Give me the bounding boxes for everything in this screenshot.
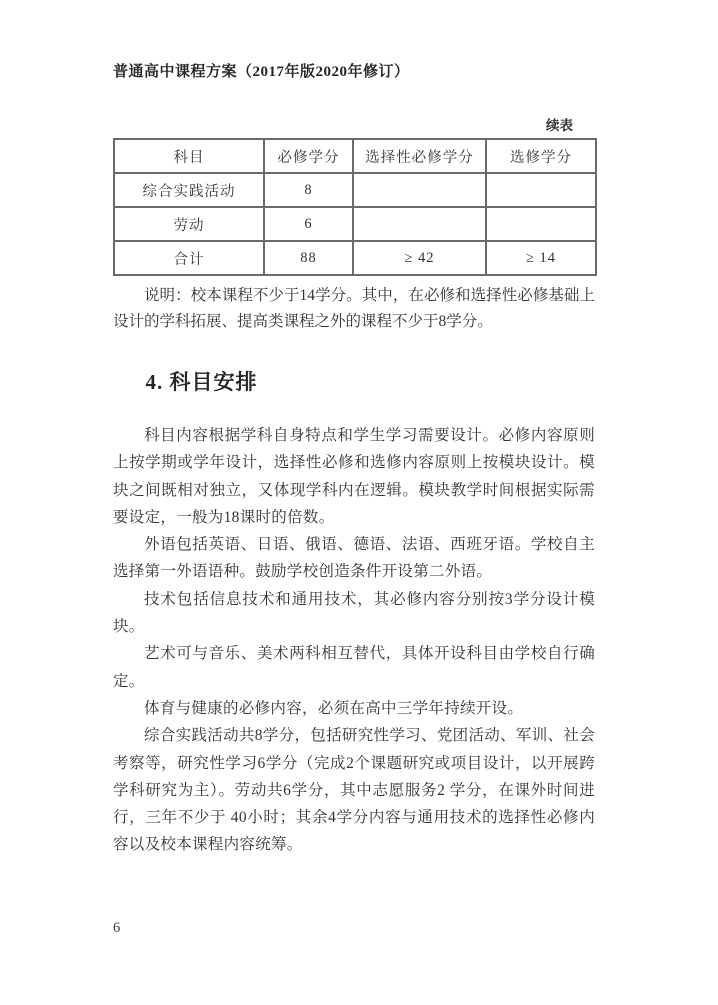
table-cell [486, 173, 596, 207]
table-cell: 8 [264, 173, 353, 207]
page-number: 6 [113, 920, 121, 936]
table-header-elective-credits: 选修学分 [486, 139, 596, 173]
table-row [114, 173, 596, 207]
table-header-required-credits: 必修学分 [264, 139, 353, 173]
table-header-row [114, 139, 596, 173]
section-heading: 4. 科目安排 [145, 370, 258, 394]
table-cell [353, 207, 486, 241]
body-paragraph: 技术包括信息技术和通用技术，其必修内容分别按3学分设计模块。 [113, 590, 595, 636]
table-cell: 88 [264, 241, 353, 275]
body-paragraph: 综合实践活动共8学分，包括研究性学习、党团活动、军训、社会考察等，研究性学习6学分（完成2个课题研究或项目设计，以开展跨学科研究为主）。劳动共6学分，其中志愿服务2 学分，在课外时间进行，三年不少于 40小时；其余4学分内容与通用技术的选择性必修内容以及校本课程内容统筹。 [113, 727, 595, 854]
table-continued-label: 续表 [546, 118, 573, 133]
table-header-elective-required-credits: 选择性必修学分 [353, 139, 486, 173]
table-row-total [114, 241, 596, 275]
credits-table [113, 138, 597, 276]
table-cell [486, 207, 596, 241]
section-body [113, 422, 595, 859]
body-paragraph: 艺术可与音乐、美术两科相互替代，具体开设科目由学校自行确定。 [113, 645, 595, 690]
table-header-subject: 科目 [114, 139, 264, 173]
table-row [114, 207, 596, 241]
table-cell: 合计 [114, 241, 264, 275]
table-cell: 综合实践活动 [114, 173, 264, 207]
table-note: 说明：校本课程不少于14学分。其中，在必修和选择性必修基础上设计的学科拓展、提高类课程之外的课程不少于8学分。 [113, 287, 595, 330]
table-cell [353, 173, 486, 207]
running-header: 普通高中课程方案（2017年版2020年修订） [113, 64, 410, 80]
table-cell: 劳动 [114, 207, 264, 241]
body-paragraph: 体育与健康的必修内容，必须在高中三学年持续开设。 [144, 699, 524, 717]
table-cell: ≥ 14 [486, 241, 596, 275]
body-paragraph: 科目内容根据学科自身特点和学生学习需要设计。必修内容原则上按学期或学年设计，选择性必修和选修内容原则上按模块设计。模块之间既相对独立，又体现学科内在逻辑。模块教学时间根据实际需要设定，一般为18课时的倍数。 [113, 427, 595, 526]
body-paragraph: 外语包括英语、日语、俄语、德语、法语、西班牙语。学校自主选择第一外语语种。鼓励学校创造条件开设第二外语。 [113, 536, 595, 581]
page-content [113, 0, 595, 859]
table-cell: 6 [264, 207, 353, 241]
table-cell: ≥ 42 [353, 241, 486, 275]
